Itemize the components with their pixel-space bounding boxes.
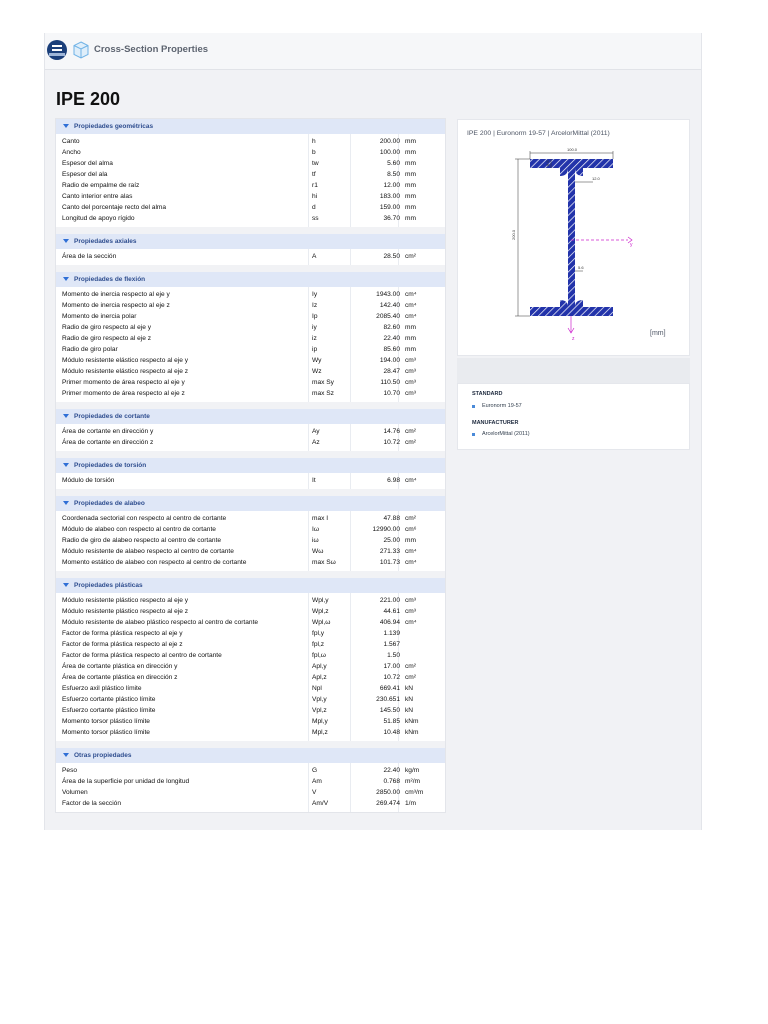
property-row bbox=[56, 136, 445, 147]
property-row bbox=[56, 355, 445, 366]
property-symbol: ip bbox=[312, 346, 318, 353]
property-value: 17.00 bbox=[383, 663, 400, 670]
property-name: Primer momento de área respecto al eje z bbox=[62, 390, 185, 397]
property-name: Ancho bbox=[62, 149, 81, 156]
property-unit: mm bbox=[405, 160, 416, 167]
property-unit: mm bbox=[405, 335, 416, 342]
property-row bbox=[56, 617, 445, 628]
property-symbol: Wpl,y bbox=[312, 597, 329, 604]
section-gap bbox=[56, 489, 445, 496]
app-title: Cross-Section Properties bbox=[94, 44, 209, 55]
section-header[interactable]: Propiedades plásticas bbox=[56, 578, 445, 593]
property-value: 10.72 bbox=[383, 439, 400, 446]
property-symbol: Wy bbox=[312, 357, 322, 364]
property-unit: kN bbox=[405, 696, 414, 703]
property-name: Momento de inercia respecto al eje y bbox=[62, 291, 170, 298]
property-row bbox=[56, 546, 445, 557]
property-name: Área de la sección bbox=[62, 253, 117, 260]
property-row bbox=[56, 311, 445, 322]
property-value: 1.139 bbox=[383, 630, 400, 637]
property-unit: cm³ bbox=[405, 390, 416, 397]
manufacturer-value[interactable]: ArcelorMittal (2011) bbox=[482, 431, 530, 437]
property-symbol: iy bbox=[312, 324, 317, 331]
property-row bbox=[56, 366, 445, 377]
property-name: Área de cortante en dirección y bbox=[62, 428, 154, 435]
property-name: Peso bbox=[62, 767, 78, 774]
property-symbol: iω bbox=[312, 537, 319, 544]
property-symbol: Npl bbox=[312, 685, 322, 692]
property-unit: cm² bbox=[405, 674, 416, 681]
property-name: Momento de inercia polar bbox=[62, 313, 137, 320]
property-row bbox=[56, 513, 445, 524]
property-unit: mm bbox=[405, 215, 416, 222]
property-name: Canto interior entre alas bbox=[62, 193, 133, 200]
property-unit: cm⁴ bbox=[405, 619, 417, 626]
dim-radius-label: 12.0 bbox=[592, 176, 600, 181]
property-value: 51.85 bbox=[383, 718, 400, 725]
property-unit: cm² bbox=[405, 439, 416, 446]
property-symbol: fpl,z bbox=[312, 641, 325, 648]
property-value: 2085.40 bbox=[376, 313, 400, 320]
web-body bbox=[568, 168, 575, 307]
property-section bbox=[56, 458, 445, 489]
property-row bbox=[56, 776, 445, 787]
property-symbol: fpl,ω bbox=[312, 652, 326, 659]
property-symbol: A bbox=[312, 253, 317, 260]
property-value: 406.94 bbox=[379, 619, 400, 626]
section-header[interactable]: Propiedades de flexión bbox=[56, 272, 445, 287]
property-name: Área de la superficie por unidad de longitud bbox=[62, 778, 190, 785]
property-symbol: fpl,y bbox=[312, 630, 325, 637]
property-unit: cm⁶ bbox=[405, 526, 417, 533]
property-value: 669.41 bbox=[379, 685, 400, 692]
property-unit: mm bbox=[405, 149, 416, 156]
property-row bbox=[56, 202, 445, 213]
cube-icon bbox=[73, 41, 89, 59]
property-row bbox=[56, 344, 445, 355]
property-value: 2850.00 bbox=[376, 789, 400, 796]
property-value: 44.61 bbox=[383, 608, 400, 615]
property-unit: cm³ bbox=[405, 608, 416, 615]
property-unit: cm⁴ bbox=[405, 313, 417, 320]
property-value: 10.70 bbox=[383, 390, 400, 397]
property-symbol: Apl,z bbox=[312, 674, 327, 681]
property-value: 221.00 bbox=[379, 597, 400, 604]
drawing-footer-bar bbox=[457, 358, 690, 384]
property-name: Esfuerzo cortante plástico límite bbox=[62, 696, 156, 703]
property-rows bbox=[56, 424, 445, 451]
property-symbol: Ip bbox=[312, 313, 318, 320]
property-unit: cm⁴ bbox=[405, 477, 417, 484]
property-name: Área de cortante en dirección z bbox=[62, 439, 154, 446]
axis-z-label: z bbox=[572, 336, 575, 342]
property-unit: kg/m bbox=[405, 767, 420, 774]
property-unit: cm² bbox=[405, 428, 416, 435]
property-symbol: Mpl,z bbox=[312, 729, 328, 736]
property-name: Esfuerzo cortante plástico límite bbox=[62, 707, 156, 714]
property-rows bbox=[56, 249, 445, 265]
property-name: Área de cortante plástica en dirección z bbox=[62, 674, 178, 681]
property-symbol: max Sz bbox=[312, 390, 334, 397]
property-section bbox=[56, 578, 445, 741]
property-value: 28.47 bbox=[383, 368, 400, 375]
property-unit: cm⁴ bbox=[405, 548, 417, 555]
property-row bbox=[56, 535, 445, 546]
property-name: Longitud de apoyo rígido bbox=[62, 215, 135, 222]
property-unit: cm⁴ bbox=[405, 302, 417, 309]
property-value: 22.40 bbox=[383, 767, 400, 774]
property-symbol: G bbox=[312, 767, 318, 774]
property-symbol: b bbox=[312, 149, 316, 156]
property-symbol: max Sy bbox=[312, 379, 334, 386]
property-unit: cm³/m bbox=[405, 789, 424, 796]
page-container bbox=[44, 33, 702, 830]
property-name: Factor de forma plástica respecto al centro de cortante bbox=[62, 652, 222, 659]
property-row bbox=[56, 251, 445, 262]
property-symbol: It bbox=[312, 477, 316, 484]
property-unit: cm² bbox=[405, 663, 416, 670]
property-section bbox=[56, 272, 445, 402]
property-symbol: Am bbox=[312, 778, 322, 785]
section-gap bbox=[56, 741, 445, 748]
bullet-icon bbox=[472, 433, 475, 436]
property-row bbox=[56, 437, 445, 448]
property-value: 230.651 bbox=[376, 696, 400, 703]
property-value: 142.40 bbox=[379, 302, 400, 309]
property-unit: cm³ bbox=[405, 357, 416, 364]
property-row bbox=[56, 191, 445, 202]
property-value: 269.474 bbox=[376, 800, 400, 807]
property-row bbox=[56, 650, 445, 661]
cross-section-drawing bbox=[457, 119, 690, 356]
manufacturer-heading: MANUFACTURER bbox=[472, 420, 519, 426]
property-unit: mm bbox=[405, 324, 416, 331]
property-row bbox=[56, 169, 445, 180]
property-value: 159.00 bbox=[379, 204, 400, 211]
property-symbol: d bbox=[312, 204, 316, 211]
property-value: 28.50 bbox=[383, 253, 400, 260]
property-unit: kN bbox=[405, 707, 414, 714]
top-bar bbox=[45, 33, 701, 70]
property-row bbox=[56, 180, 445, 191]
bullet-icon bbox=[472, 405, 475, 408]
property-symbol: hi bbox=[312, 193, 318, 200]
property-name: Coordenada sectorial con respecto al centro de cortante bbox=[62, 515, 227, 522]
property-symbol: Am/V bbox=[312, 800, 329, 807]
property-section bbox=[56, 409, 445, 451]
property-row bbox=[56, 377, 445, 388]
section-header[interactable]: Propiedades de alabeo bbox=[56, 496, 445, 511]
property-name: Módulo resistente de alabeo respecto al centro de cortante bbox=[62, 548, 234, 555]
property-value: 0.768 bbox=[383, 778, 400, 785]
property-row bbox=[56, 524, 445, 535]
property-unit: cm⁴ bbox=[405, 559, 417, 566]
property-rows bbox=[56, 511, 445, 571]
property-value: 8.50 bbox=[387, 171, 400, 178]
section-gap bbox=[56, 227, 445, 234]
property-rows bbox=[56, 473, 445, 489]
property-name: Módulo resistente elástico respecto al eje y bbox=[62, 357, 189, 364]
property-row bbox=[56, 628, 445, 639]
property-name: Momento torsor plástico límite bbox=[62, 718, 150, 725]
property-row bbox=[56, 158, 445, 169]
property-symbol: h bbox=[312, 138, 316, 145]
property-value: 36.70 bbox=[383, 215, 400, 222]
property-row bbox=[56, 475, 445, 486]
property-row bbox=[56, 606, 445, 617]
property-value: 200.00 bbox=[379, 138, 400, 145]
property-unit: cm³ bbox=[405, 597, 416, 604]
standard-heading: STANDARD bbox=[472, 391, 503, 397]
property-name: Radio de giro polar bbox=[62, 346, 118, 353]
property-name: Módulo resistente plástico respecto al eje z bbox=[62, 608, 189, 615]
property-row bbox=[56, 639, 445, 650]
section-header[interactable]: Propiedades geométricas bbox=[56, 119, 445, 134]
property-unit: cm³ bbox=[405, 379, 416, 386]
property-value: 194.00 bbox=[379, 357, 400, 364]
property-row bbox=[56, 289, 445, 300]
property-unit: kN bbox=[405, 685, 414, 692]
property-row bbox=[56, 426, 445, 437]
property-row bbox=[56, 716, 445, 727]
property-name: Módulo resistente elástico respecto al eje z bbox=[62, 368, 189, 375]
property-row bbox=[56, 300, 445, 311]
property-name: Esfuerzo axil plástico límite bbox=[62, 685, 142, 692]
property-unit: mm bbox=[405, 346, 416, 353]
property-name: Radio de giro de alabeo respecto al centro de cortante bbox=[62, 537, 222, 544]
property-symbol: max Sω bbox=[312, 559, 336, 566]
property-symbol: Wpl,z bbox=[312, 608, 329, 615]
property-name: Espesor del ala bbox=[62, 171, 108, 178]
property-symbol: Apl,y bbox=[312, 663, 327, 670]
property-value: 10.48 bbox=[383, 729, 400, 736]
property-name: Factor de la sección bbox=[62, 800, 122, 807]
property-symbol: V bbox=[312, 789, 317, 796]
property-symbol: Mpl,y bbox=[312, 718, 328, 725]
property-name: Primer momento de área respecto al eje y bbox=[62, 379, 185, 386]
property-value: 1.50 bbox=[387, 652, 400, 659]
property-name: Momento de inercia respecto al eje z bbox=[62, 302, 170, 309]
property-name: Área de cortante plástica en dirección y bbox=[62, 663, 178, 670]
property-value: 14.76 bbox=[383, 428, 400, 435]
section-header[interactable]: Otras propiedades bbox=[56, 748, 445, 763]
property-value: 110.50 bbox=[380, 379, 400, 386]
property-row bbox=[56, 705, 445, 716]
property-value: 10.72 bbox=[383, 674, 400, 681]
property-row bbox=[56, 388, 445, 399]
property-unit: mm bbox=[405, 537, 416, 544]
property-section bbox=[56, 496, 445, 571]
profile-title: IPE 200 bbox=[56, 89, 121, 109]
property-symbol: Ay bbox=[312, 428, 320, 435]
property-value: 85.60 bbox=[383, 346, 400, 353]
property-symbol: Iy bbox=[312, 291, 318, 298]
property-value: 22.40 bbox=[383, 335, 400, 342]
property-symbol: tw bbox=[312, 160, 319, 167]
dlubal-logo bbox=[47, 40, 67, 60]
property-value: 6.98 bbox=[387, 477, 400, 484]
property-value: 25.00 bbox=[383, 537, 400, 544]
section-gap bbox=[56, 451, 445, 458]
standard-value[interactable]: Euronorm 19-57 bbox=[482, 403, 522, 409]
unit-label: [mm] bbox=[650, 330, 666, 337]
property-value: 183.00 bbox=[379, 193, 400, 200]
property-row bbox=[56, 765, 445, 776]
property-rows bbox=[56, 134, 445, 227]
section-header[interactable]: Propiedades de cortante bbox=[56, 409, 445, 424]
top-flange bbox=[530, 159, 613, 168]
property-row bbox=[56, 727, 445, 738]
property-name: Radio de giro respecto al eje y bbox=[62, 324, 152, 331]
property-unit: 1/m bbox=[405, 800, 416, 807]
property-symbol: Iω bbox=[312, 526, 319, 533]
section-header[interactable]: Propiedades axiales bbox=[56, 234, 445, 249]
property-value: 12.00 bbox=[383, 182, 400, 189]
property-unit: mm bbox=[405, 182, 416, 189]
axis-y-label: y bbox=[630, 242, 633, 248]
i-beam-diagram bbox=[458, 120, 691, 357]
property-row bbox=[56, 798, 445, 809]
property-row bbox=[56, 661, 445, 672]
property-row bbox=[56, 213, 445, 224]
property-row bbox=[56, 557, 445, 568]
property-value: 47.88 bbox=[383, 515, 400, 522]
property-value: 5.60 bbox=[387, 160, 400, 167]
section-gap bbox=[56, 265, 445, 272]
property-name: Canto bbox=[62, 138, 80, 145]
property-name: Radio de empalme de raíz bbox=[62, 182, 140, 189]
dim-width-label: 100.0 bbox=[567, 147, 578, 152]
property-section bbox=[56, 119, 445, 227]
section-gap bbox=[56, 571, 445, 578]
property-unit: mm bbox=[405, 171, 416, 178]
property-row bbox=[56, 333, 445, 344]
dim-height-label: 200.0 bbox=[511, 229, 516, 240]
property-name: Módulo de alabeo con respecto al centro de cortante bbox=[62, 526, 216, 533]
property-symbol: ss bbox=[312, 215, 319, 222]
property-name: Canto del porcentaje recto del alma bbox=[62, 204, 167, 211]
property-symbol: iz bbox=[312, 335, 317, 342]
property-value: 1.567 bbox=[383, 641, 400, 648]
property-row bbox=[56, 595, 445, 606]
section-header[interactable]: Propiedades de torsión bbox=[56, 458, 445, 473]
property-unit: mm bbox=[405, 204, 416, 211]
property-unit: kNm bbox=[405, 718, 419, 725]
property-row bbox=[56, 694, 445, 705]
dim-flange-label: 8.5 bbox=[545, 160, 550, 166]
property-symbol: Wω bbox=[312, 548, 324, 555]
property-value: 100.00 bbox=[379, 149, 400, 156]
property-row bbox=[56, 672, 445, 683]
property-unit: m²/m bbox=[405, 778, 421, 785]
property-symbol: Wz bbox=[312, 368, 322, 375]
meta-panel bbox=[457, 383, 690, 450]
property-row bbox=[56, 683, 445, 694]
property-rows bbox=[56, 763, 445, 812]
property-symbol: Wpl,ω bbox=[312, 619, 331, 626]
property-section bbox=[56, 234, 445, 265]
property-name: Módulo resistente plástico respecto al eje y bbox=[62, 597, 189, 604]
property-value: 145.50 bbox=[379, 707, 400, 714]
property-symbol: r1 bbox=[312, 182, 318, 189]
property-name: Módulo de torsión bbox=[62, 477, 115, 484]
property-symbol: tf bbox=[312, 171, 316, 178]
property-name: Momento estático de alabeo con respecto al centro de cortante bbox=[62, 559, 247, 566]
property-value: 12990.00 bbox=[372, 526, 400, 533]
property-unit: cm⁴ bbox=[405, 291, 417, 298]
property-row bbox=[56, 787, 445, 798]
property-unit: mm bbox=[405, 193, 416, 200]
property-row bbox=[56, 147, 445, 158]
property-name: Radio de giro respecto al eje z bbox=[62, 335, 152, 342]
dim-web-label: 5.6 bbox=[578, 265, 584, 270]
property-section bbox=[56, 748, 445, 812]
property-value: 82.60 bbox=[383, 324, 400, 331]
property-unit: mm bbox=[405, 138, 416, 145]
property-value: 271.33 bbox=[379, 548, 400, 555]
property-name: Volumen bbox=[62, 789, 88, 796]
property-symbol: Az bbox=[312, 439, 320, 446]
property-value: 1943.00 bbox=[376, 291, 400, 298]
property-symbol: max I bbox=[312, 515, 329, 522]
property-unit: cm² bbox=[405, 515, 416, 522]
property-name: Espesor del alma bbox=[62, 160, 113, 167]
bottom-flange bbox=[530, 307, 613, 316]
property-symbol: Vpl,z bbox=[312, 707, 327, 714]
properties-table bbox=[56, 119, 445, 812]
property-symbol: Vpl,y bbox=[312, 696, 327, 703]
drawing-caption: IPE 200 | Euronorm 19-57 | ArcelorMittal (2011) bbox=[467, 130, 610, 137]
property-unit: cm³ bbox=[405, 368, 416, 375]
property-symbol: Iz bbox=[312, 302, 318, 309]
property-value: 101.73 bbox=[379, 559, 400, 566]
property-name: Momento torsor plástico límite bbox=[62, 729, 150, 736]
property-name: Factor de forma plástica respecto al eje y bbox=[62, 630, 183, 637]
property-rows bbox=[56, 593, 445, 741]
property-unit: kNm bbox=[405, 729, 419, 736]
property-unit: cm² bbox=[405, 253, 416, 260]
section-gap bbox=[56, 402, 445, 409]
property-rows bbox=[56, 287, 445, 402]
property-name: Factor de forma plástica respecto al eje z bbox=[62, 641, 183, 648]
property-name: Módulo resistente de alabeo plástico respecto al centro de cortante bbox=[62, 619, 259, 626]
property-row bbox=[56, 322, 445, 333]
